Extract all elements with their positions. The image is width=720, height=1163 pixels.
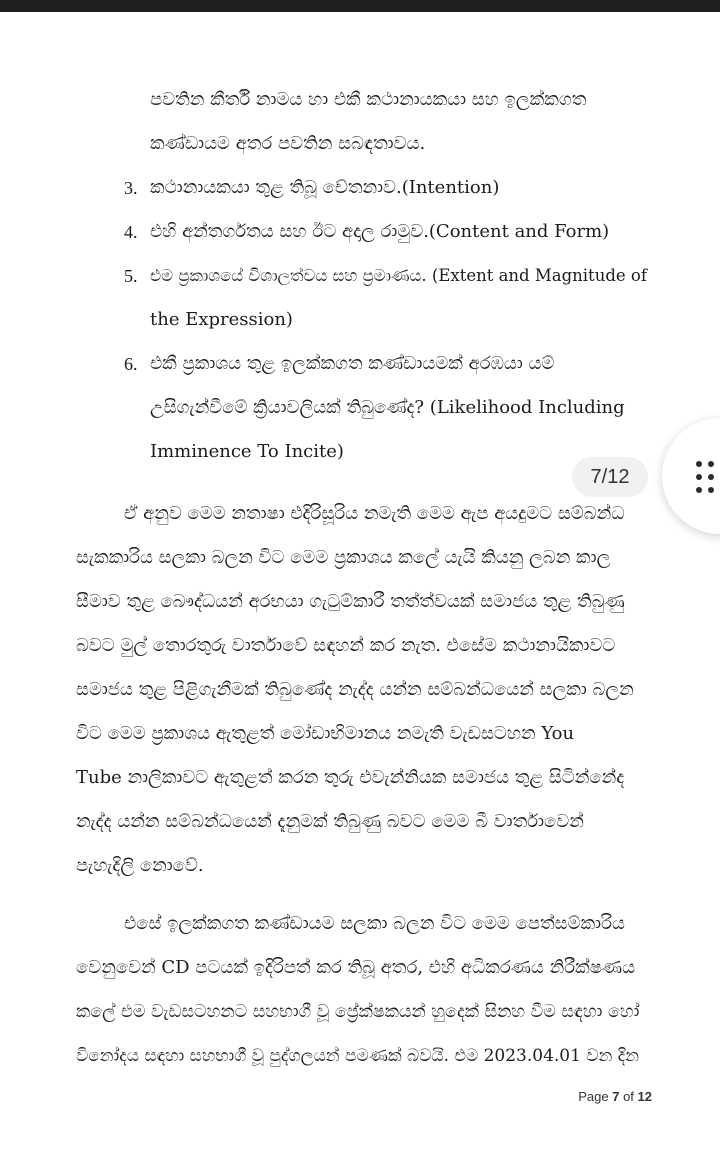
paragraph-line: වෙනුවෙන් CD පටයක් ඉදිරිපත් කර තිබූ අතර, එහි අධිකරණය නිරීක්ෂණය: [76, 957, 636, 978]
list-item-3: කථානායකයා තුළ තිබූ චේතනාව.(Intention): [150, 177, 500, 198]
status-bar: [0, 0, 720, 12]
text-line: පවතින කීර්ති නාමය හා එකී කථානායකයා සහ ඉලක්කගත: [150, 89, 587, 110]
text-line: උසිගැන්වීමේ ක්‍රියාවලියක් තිබුණේද? (Likelihood Including: [150, 397, 625, 418]
list-item-4: එහි අන්තර්ගතය සහ ඊට අදාල රාමුව.(Content and Form): [150, 221, 610, 242]
paragraph-line: Tube නාලිකාවට ඇතුළත් කරන තුරු එවැන්නියක සමාජය තුළ සිටින්නේද: [76, 767, 625, 788]
paragraph-line: කලේ එම වැඩසටහනට සහභාගී වූ ප්‍රේක්ෂකයන් හුදෙක් සිනහ වීම සඳහා හෝ: [76, 1002, 640, 1022]
paragraph-line: සැකකාරිය සලකා බලන විට මෙම ප්‍රකාශය කලේ යැයි කියනු ලබන කාල: [76, 547, 611, 568]
list-item-5: එම ප්‍රකාශයේ විශාලත්වය සහ ප්‍රමාණය. (Extent and Magnitude of: [150, 266, 647, 285]
footer-total-pages: 12: [637, 1089, 652, 1104]
paragraph-line: පැහැදිලි නොවේ.: [76, 855, 204, 876]
footer-prefix: Page: [578, 1089, 609, 1104]
paragraph-line: විනෝදය සඳහා සහභාගී වූ පුද්ගලයන් පමණක් බවයි. එම 2023.04.01 වන දින: [76, 1046, 640, 1066]
footer-current-page: 7: [612, 1089, 620, 1104]
paragraph-line: සමාජය තුළ පිළිගැනීමක් තිබුණේද නැද්ද යන්න සම්බන්ධයෙන් සලකා බලන: [76, 679, 634, 700]
footer-of: of: [623, 1089, 634, 1104]
paragraph-line: එසේ ඉලක්කගත කණ්ඩායම සලකා බලන විට මෙම පෙත්සම්කාරිය: [124, 913, 625, 934]
list-number: 6.: [124, 354, 138, 374]
list-item-6: එකී ප්‍රකාශය තුළ ඉලක්කගත කණ්ඩායමක් අරඹයා යම්: [150, 353, 555, 374]
text-line: Imminence To Incite): [150, 441, 344, 462]
list-number: 4.: [124, 222, 138, 242]
list-number: 5.: [124, 266, 138, 286]
paragraph-line: නැද්ද යන්න සම්බන්ධයෙන් දැනුමක් තිබුණු බවට මෙම බී වාර්තාවෙන්: [76, 811, 584, 832]
paragraph-line: සීමාව තුළ බෞද්ධයන් අරභයා ගැටුම්කාරී තත්ත්වයක් සමාජය තුළ තිබුණු: [76, 591, 625, 612]
menu-button[interactable]: [662, 418, 720, 534]
list-number: 3.: [124, 178, 138, 198]
text-line: the Expression): [150, 309, 293, 330]
page-indicator: 7/12: [572, 457, 648, 497]
paragraph-line: බවට මුල් තොරතුරු වාර්තාවේ සඳහන් කර නැත. එසේම කථානායිකාවට: [76, 635, 616, 656]
dots-grid-icon: [696, 461, 720, 493]
page-footer: [552, 1089, 652, 1104]
paragraph-line: විට මෙම ප්‍රකාශය ඇතුළත් මෝඩාභිමානය නමැති වැඩසටහන You: [76, 723, 575, 744]
paragraph-line: ඒ අනුව මෙම නතාෂා එදිරිසූරිය නමැති මෙම ඇප අයදුමට සම්බන්ධ: [124, 503, 625, 524]
text-line: කණ්ඩායම අතර පවතින සබඳතාවය.: [150, 133, 426, 154]
